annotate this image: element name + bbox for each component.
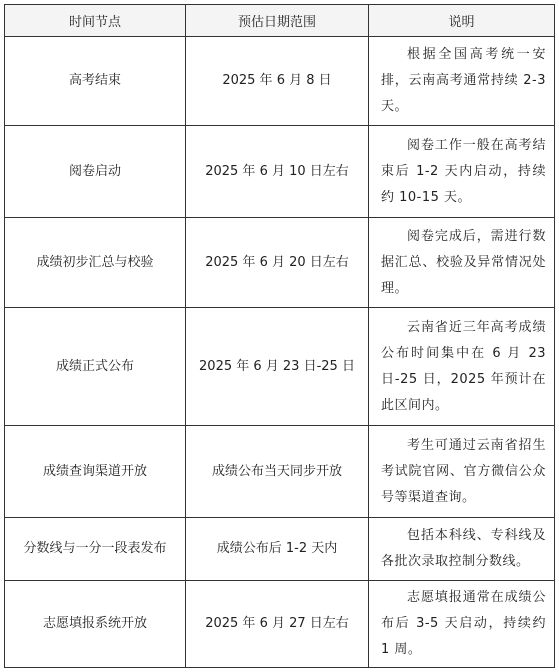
description-text: 阅卷完成后，需进行数据汇总、校验及异常情况处理。 bbox=[381, 228, 546, 296]
table-row bbox=[5, 126, 555, 218]
description-cell bbox=[369, 426, 555, 518]
table-row bbox=[5, 426, 555, 518]
table-header-row bbox=[5, 5, 555, 37]
date-cell: 成绩公布当天同步开放 bbox=[186, 426, 369, 518]
header-milestone: 时间节点 bbox=[5, 5, 186, 37]
date-cell: 2025 年 6 月 27 日左右 bbox=[186, 581, 369, 668]
table-row bbox=[5, 37, 555, 126]
date-cell: 2025 年 6 月 8 日 bbox=[186, 37, 369, 126]
description-text: 考生可通过云南省招生考试院官网、官方微信公众号等渠道查询。 bbox=[381, 437, 546, 505]
date-cell: 成绩公布后 1-2 天内 bbox=[186, 518, 369, 581]
header-date-range: 预估日期范围 bbox=[186, 5, 369, 37]
date-cell: 2025 年 6 月 10 日左右 bbox=[186, 126, 369, 218]
description-cell bbox=[369, 126, 555, 218]
table-row bbox=[5, 518, 555, 581]
description-cell bbox=[369, 218, 555, 308]
milestone-cell: 成绩查询渠道开放 bbox=[5, 426, 186, 518]
date-cell: 2025 年 6 月 23 日-25 日 bbox=[186, 308, 369, 426]
header-description: 说明 bbox=[369, 5, 555, 37]
schedule-table bbox=[4, 4, 555, 668]
description-cell bbox=[369, 581, 555, 668]
description-text: 志愿填报通常在成绩公布后 3-5 天启动，持续约 1 周。 bbox=[381, 590, 546, 657]
table-row bbox=[5, 308, 555, 426]
description-text: 云南省近三年高考成绩公布时间集中在 6 月 23 日-25 日，2025 年预计在此区间内。 bbox=[381, 319, 546, 413]
description-text: 根据全国高考统一安排，云南高考通常持续 2-3 天。 bbox=[381, 47, 546, 114]
description-cell bbox=[369, 37, 555, 126]
milestone-cell: 阅卷启动 bbox=[5, 126, 186, 218]
table-row bbox=[5, 218, 555, 308]
description-text: 阅卷工作一般在高考结束后 1-2 天内启动，持续约 10-15 天。 bbox=[381, 137, 546, 205]
description-cell bbox=[369, 308, 555, 426]
milestone-cell: 成绩初步汇总与校验 bbox=[5, 218, 186, 308]
date-cell: 2025 年 6 月 20 日左右 bbox=[186, 218, 369, 308]
milestone-cell: 成绩正式公布 bbox=[5, 308, 186, 426]
schedule-table-container bbox=[4, 4, 554, 668]
milestone-cell: 志愿填报系统开放 bbox=[5, 581, 186, 668]
milestone-cell: 高考结束 bbox=[5, 37, 186, 126]
table-row bbox=[5, 581, 555, 668]
milestone-cell: 分数线与一分一段表发布 bbox=[5, 518, 186, 581]
description-cell bbox=[369, 518, 555, 581]
description-text: 包括本科线、专科线及各批次录取控制分数线。 bbox=[381, 528, 546, 569]
